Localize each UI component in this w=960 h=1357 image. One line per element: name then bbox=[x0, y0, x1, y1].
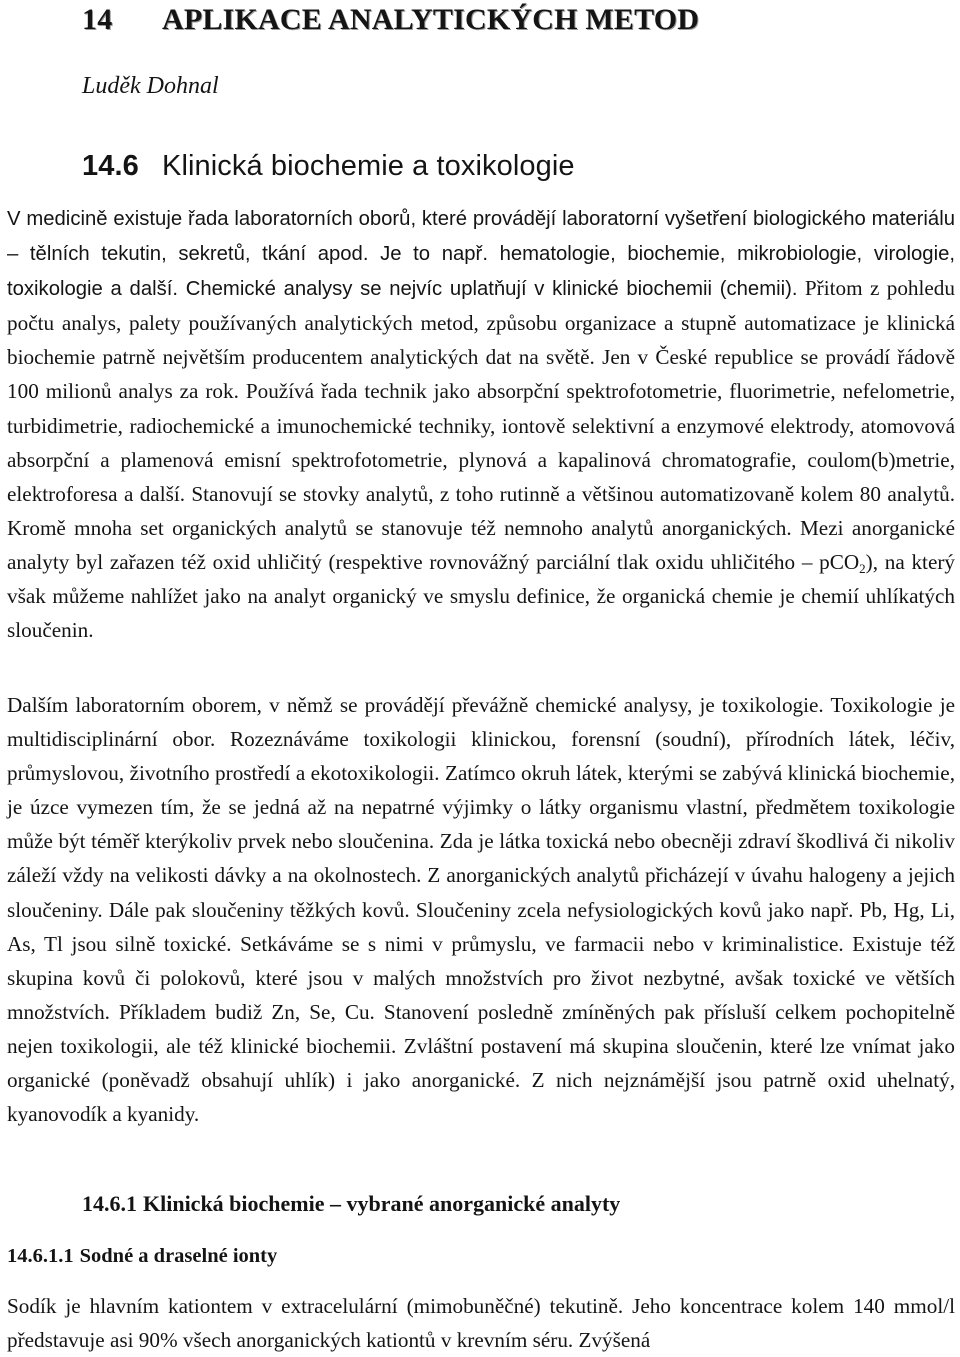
section-heading bbox=[82, 147, 575, 185]
subsection-heading bbox=[82, 1188, 620, 1220]
chapter-heading bbox=[82, 0, 699, 40]
section-number: 14.6 bbox=[82, 150, 139, 182]
subsubsection-title: Sodné a draselné ionty bbox=[79, 1245, 278, 1267]
paragraph-toxicology: Dalším laboratorním oborem, v němž se provádějí převážně chemické analysy, je toxikologie. Toxikologie je multidisciplinární obor. Rozeznáváme toxikologii klinickou, forensní (soudní), přírodních látek, léčiv, průmyslovou, životního prostředí a ekotoxikologii. Zatímco okruh látek, kterými se zabývá klinická biochemie, je úzce vymezen tím, že se jedná až na nepatrné výjimky o látky organismu vlastní, předmětem toxikologie může být téměř kterýkoliv prvek nebo sloučenina. Zda je látka toxická nebo obecněji zdraví škodlivá či nikoliv záleží vždy na velikosti dávky a na okolnostech. Z anorganických analytů přicházejí v úvahu halogeny a jejich sloučeniny. Dále pak sloučeniny těžkých kovů. Sloučeniny zcela nefysiologických kovů jako např. Pb, Hg, Li, As, Tl jsou silně toxické. Setkáváme se s nimi v průmyslu, ve farmacii nebo v kriminalistice. Existuje též skupina kovů či polokovů, které jsou v malých množstvích pro život nezbytné, avšak toxické ve větších množstvích. Příkladem budiž Zn, Se, Cu. Stanovení posledně zmíněných pak přísluší celkem pochopitelně nejen toxikologii, ale též klinické biochemii. Zvláštní postavení má skupina sloučenin, které lze vnímat jako organické (poněvadž obsahují uhlík) i jako anorganické. Z nich nejznámější jsou patrně oxid uhelnatý, kyanovodík a kyanidy. bbox=[7, 693, 955, 1127]
paragraph-intro-body: Přitom z pohledu počtu analys, palety používaných analytických metod, způsobu organizace a stupně automatizace je klinická biochemie patrně největším producentem analytických dat na světě. Jen v České republice se provádí řádově 100 milionů analys za rok. Používá řada technik jako absorpční spektrofotometrie, fluorimetrie, nefelometrie, turbidimetrie, radiochemické a imunochemické techniky, iontově selektivní a enzymové elektrody, atomovová absorpční a plamenová emisní spektrofotometrie, plynová a kapalinová chromatografie, coulom(b)metrie, elektroforesa a další. Stanovují se stovky analytů, z toho rutinně a většinou automatizovaně kolem 80 analytů. Kromě mnoha set organických analytů se stanovuje též nemnoho analytů anorganických. Mezi anorganické analyty byl zařazen též oxid uhličitý (respektive rovnovážný parciální tlak oxidu uhličitého – pCO bbox=[7, 276, 955, 574]
paragraph-intro bbox=[7, 201, 955, 647]
paragraph-sodium: Sodík je hlavním kationtem v extracelulární (mimobuněčné) tekutině. Jeho koncentrace kolem 140 mmol/l představuje asi 90% všech anorganických kationtů v krevním séru. Zvýšená bbox=[7, 1294, 955, 1353]
author-name: Luděk Dohnal bbox=[82, 73, 219, 99]
subscript: 2 bbox=[859, 560, 866, 576]
subsubsection-heading bbox=[7, 1240, 277, 1272]
chapter-number: 14 bbox=[82, 3, 113, 36]
subsection-title: Klinická biochemie – vybrané anorganické analyty bbox=[143, 1191, 621, 1216]
paragraph-intro-lead: V medicině existuje řada laboratorních oborů, které provádějí laboratorní vyšetření biologického materiálu – tělních tekutin, sekretů, tkání apod. Je to např. hematologie, biochemie, mikrobiologie, virologie, toxikologie a další. Chemické analysy se nejvíc uplatňují v klinické biochemii (chemii). bbox=[7, 208, 955, 301]
section-title: Klinická biochemie a toxikologie bbox=[162, 150, 575, 182]
paragraph-intro-tail: ), na který však můžeme nahlížet jako na analyt organický ve smyslu definice, že organická chemie je chemií uhlíkatých sloučenin. bbox=[7, 549, 955, 643]
chapter-title: APLIKACE ANALYTICKÝCH METOD bbox=[162, 3, 700, 36]
subsubsection-number: 14.6.1.1 bbox=[7, 1245, 74, 1267]
subsection-number: 14.6.1 bbox=[82, 1191, 137, 1216]
